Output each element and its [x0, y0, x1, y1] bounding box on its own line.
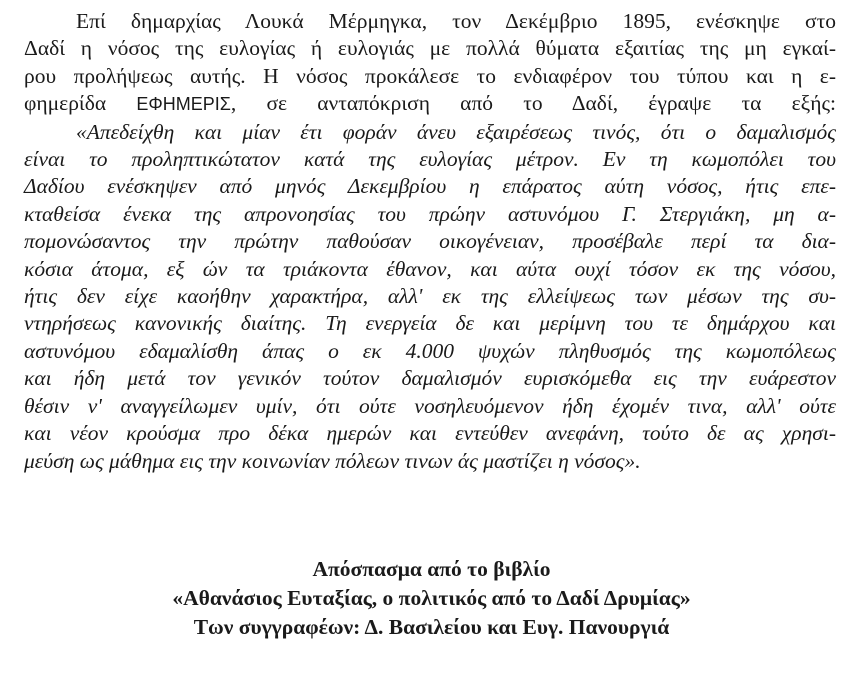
quote-line: κόσια άτομα, εξ ών τα τριάκοντα έθανον, και αύτα ουχί τόσον εκ της νόσου,: [24, 256, 836, 281]
intro-line: Δαδί η νόσος της ευλογίας ή ευλογιάς με πολλά θύματα εξαιτίας της μη εγκαί-: [24, 36, 836, 61]
quote-line: πομονώσαντος την πρώτην παθούσαν οικογένειαν, προσέβαλε περί τα δια-: [24, 229, 836, 254]
document-page: [24, 0, 836, 475]
intro-line-last: [24, 90, 836, 118]
quote-paragraph: [24, 119, 836, 475]
intro-line: Επί δημαρχίας Λουκά Μέρμηγκα, τον Δεκέμβριο 1895, ενέσκηψε στο: [76, 9, 836, 33]
quote-line: αστυνόμου εδαμαλίσθη άπας ο εκ 4.000 ψυχών πληθυσμός της κωμοπόλεως: [24, 338, 836, 363]
caption-authors: Των συγγραφέων: Δ. Βασιλείου και Ευγ. Πανουργιά: [193, 615, 670, 639]
intro-text-after-newspaper: , σε ανταπόκριση από το Δαδί, έγραψε τα εξής:: [230, 91, 836, 116]
book-caption: [0, 555, 863, 642]
quote-line-last: μεύση ως μάθημα εις την κοινωνίαν πόλεων τινων άς μαστίζει η νόσος».: [24, 448, 641, 473]
intro-paragraph: [24, 8, 836, 119]
caption-excerpt-label: Απόσπασμα από το βιβλίο: [312, 557, 551, 581]
quote-line: θέσιν ν' αναγγείλωμεν υμίν, ότι ούτε νοσηλευόμενον ήδη έχομέν τινα, αλλ' ούτε: [24, 393, 836, 418]
quote-line: και ήδη μετά τον γενικόν τούτον δαμαλισμόν ευρισκόμεθα εις την ευάρεστον: [24, 366, 836, 391]
newspaper-name: ΕΦΗΜΕΡΙΣ: [136, 94, 231, 115]
quote-line: είναι το προληπτικώτατον κατά της ευλογίας μέτρον. Εν τη κωμοπόλει του: [24, 147, 836, 172]
intro-line: ρου προλήψεως αυτής. Η νόσος προκάλεσε το ενδιαφέρον του τύπου και η ε-: [24, 63, 836, 88]
quote-line: «Απεδείχθη και μίαν έτι φοράν άνευ εξαιρέσεως τινός, ότι ο δαμαλισμός: [76, 119, 836, 144]
caption-book-title: «Αθανάσιος Ευταξίας, ο πολιτικός από το Δαδί Δρυμίας»: [172, 586, 691, 610]
quote-line: ντηρήσεως κανονικής διαίτης. Τη ενεργεία δε και μερίμνη του τε δημάρχου και: [24, 311, 836, 336]
intro-text-before-newspaper: φημερίδα: [24, 91, 137, 116]
quote-line: ήτις δεν είχε καοήθην χαρακτήρα, αλλ' εκ της ελλείψεως των μέσων της συ-: [24, 284, 836, 309]
quote-line: κταθείσα ένεκα της απρονοησίας του πρώην αστυνόμου Γ. Στεργιάκη, μη α-: [24, 201, 836, 226]
quote-line: Δαδίου ενέσκηψεν από μηνός Δεκεμβρίου η επάρατος αύτη νόσος, ήτις επε-: [24, 174, 836, 199]
quote-line: και νέον κρούσμα προ δέκα ημερών και εντεύθεν ανεφάνη, τούτο δε ας χρησι-: [24, 421, 836, 446]
